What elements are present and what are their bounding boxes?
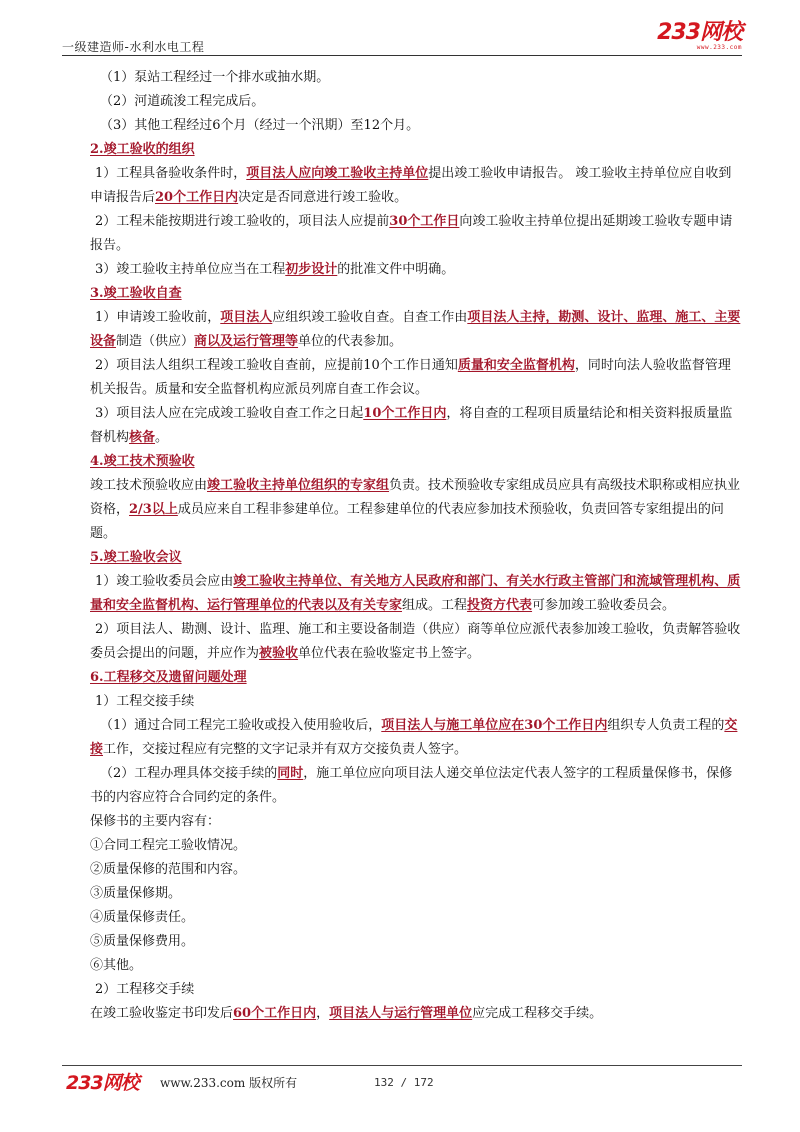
header-divider xyxy=(62,55,742,56)
paragraph: （3）其他工程经过6个月（经过一个汛期）至12个月。 xyxy=(100,118,420,133)
paragraph: （1）泵站工程经过一个排水或抽水期。 xyxy=(100,70,330,85)
list-intro: 保修书的主要内容有： xyxy=(90,814,221,829)
paragraph: 3）竣工验收主持单位应当在工程初步设计的批准文件中明确。 xyxy=(95,262,455,277)
paragraph: 3）项目法人应在完成竣工验收自查工作之日起10个工作日内，将自查的工程项目质量结论和相关资料报质量监督机构核备。 xyxy=(90,406,733,445)
footer-divider xyxy=(62,1065,742,1066)
paragraph: （2）工程办理具体交接手续的同时，施工单位应向项目法人递交单位法定代表人签字的工程质量保修书，保修书的内容应符合合同约定的条件。 xyxy=(90,766,733,805)
paragraph: 1）工程具备验收条件时，项目法人应向竣工验收主持单位提出竣工验收申请报告。 竣工验收主持单位应自收到申请报告后20个工作日内决定是否同意进行竣工验收。 xyxy=(90,166,732,205)
paragraph: 竣工技术预验收应由竣工验收主持单位组织的专家组负责。技术预验收专家组成员应具有高级技术职称或相应执业资格，2/3以上成员应来自工程非参建单位。工程参建单位的代表应参加技术预验收，负责回答专家组提出的问题。 xyxy=(90,478,741,541)
paragraph: 2）项目法人组织工程竣工验收自查前，应提前10个工作日通知质量和安全监督机构，同时向法人验收监督管理机关报告。质量和安全监督机构应派员列席自查工作会议。 xyxy=(90,358,731,397)
paragraph: 2）项目法人、勘测、设计、监理、施工和主要设备制造（供应）商等单位应派代表参加竣工验收，负责解答验收委员会提出的问题，并应作为被验收单位代表在验收鉴定书上签字。 xyxy=(90,622,741,661)
brand-logo-text: 233网校 xyxy=(657,20,742,45)
sub-heading: 2）工程移交手续 xyxy=(95,982,195,997)
section-heading: 4.竣工技术预验收 xyxy=(90,454,195,469)
paragraph: 1）申请竣工验收前，项目法人应组织竣工验收自查。自查工作由项目法人主持，勘测、设计、监理、施工、主要设备制造（供应）商以及运行管理等单位的代表参加。 xyxy=(90,310,741,349)
list-item: ②质量保修的范围和内容。 xyxy=(90,862,247,877)
paragraph: （2）河道疏浚工程完成后。 xyxy=(100,94,265,109)
section-heading: 5.竣工验收会议 xyxy=(90,550,182,565)
list-item: ⑤质量保修费用。 xyxy=(90,934,195,949)
list-item: ④质量保修责任。 xyxy=(90,910,195,925)
sub-heading: 1）工程交接手续 xyxy=(95,694,195,709)
paragraph: 在竣工验收鉴定书印发后60个工作日内，项目法人与运行管理单位应完成工程移交手续。 xyxy=(90,1006,603,1021)
page-footer xyxy=(62,1071,742,1095)
list-item: ①合同工程完工验收情况。 xyxy=(90,838,247,853)
page-number: 132 / 172 xyxy=(374,1076,434,1089)
list-item: ⑥其他。 xyxy=(90,958,143,973)
brand-logo xyxy=(657,22,742,52)
list-item: ③质量保修期。 xyxy=(90,886,182,901)
section-heading: 3.竣工验收自查 xyxy=(90,286,182,301)
section-heading: 6.工程移交及遗留问题处理 xyxy=(90,670,247,685)
brand-logo-url: www.233.com xyxy=(696,44,742,51)
document-title: 一级建造师-水利水电工程 xyxy=(62,40,205,54)
page-header xyxy=(62,22,742,54)
copyright-text: www.233.com 版权所有 xyxy=(160,1076,298,1090)
section-heading: 2.竣工验收的组织 xyxy=(90,142,195,157)
footer-logo: 233网校 xyxy=(66,1072,139,1094)
document-body xyxy=(90,66,742,1026)
paragraph: 2）工程未能按期进行竣工验收的，项目法人应提前30个工作日向竣工验收主持单位提出延期竣工验收专题申请报告。 xyxy=(90,214,733,253)
paragraph: 1）竣工验收委员会应由竣工验收主持单位、有关地方人民政府和部门、有关水行政主管部门和流域管理机构、质量和安全监督机构、运行管理单位的代表以及有关专家组成。工程投资方代表可参加竣工验收委员会。 xyxy=(90,574,741,613)
paragraph: （1）通过合同工程完工验收或投入使用验收后，项目法人与施工单位应在30个工作日内组织专人负责工程的交接工作，交接过程应有完整的文字记录并有双方交接负责人签字。 xyxy=(90,718,738,757)
